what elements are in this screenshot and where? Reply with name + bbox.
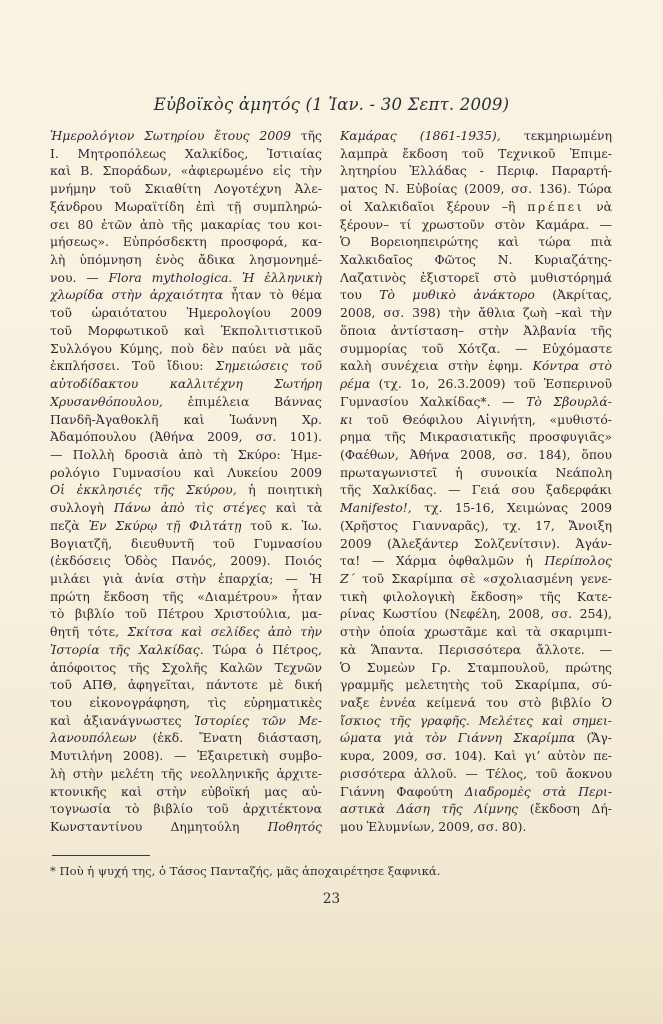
text-line: λανουπόλεων (ἐκδ. Ἔνατη διάσταση,	[50, 730, 322, 746]
text-line: Καμάρας (1861-1935), τεκμηριωμένη	[340, 128, 612, 143]
text-line: ματος Ν. Εὐβοίας (2009, σσ. 136). Τώρα	[340, 181, 612, 197]
text-line: ρολόγιο Γυμνασίου καὶ Λυκείου 2009	[50, 464, 322, 480]
text-line: λητηρίου Ἑλλάδας - Περιφ. Παραρτή-	[340, 163, 612, 179]
text-line: τα! — Χάρμα ὀφθαλμῶν ἡ Περίπολος	[340, 553, 612, 569]
italic-text: Ἡμερολόγιον Σωτηρίου ἔτους 2009	[50, 128, 291, 143]
text-line: Μυτιλήνη 2008). — Ἐξαιρετικὴ συμβο-	[50, 748, 322, 764]
text-line: πρώτη ἔκδοση τῆς «Διαμέτρου» ἦταν	[50, 588, 322, 604]
text-line: συμμορίας τοῦ Χότζα. — Εὐχόμαστε	[340, 340, 612, 356]
emphasized-text: πρέπει	[527, 198, 585, 214]
text-line: μήσεως». Εὐπρόσδεκτη προσφορά, κα-	[50, 234, 322, 250]
right-column	[340, 127, 612, 836]
footnote: * Ποὺ ἡ ψυχή της, ὁ Τάσος Πανταζής, μᾶς ἀποχαιρέτησε ξαφνικά.	[50, 864, 441, 878]
text-line: ρισσότερα ἀλλοῦ. — Τέλος, τοῦ ἄοκνου	[340, 765, 612, 781]
text-line: ἀπόφοιτος τῆς Σχολῆς Καλῶν Τεχνῶν	[50, 659, 322, 675]
text-line: τοῦ Μορφωτικοῦ καὶ Ἐκπολιτιστικοῦ	[50, 322, 322, 338]
italic-text: Τὸ μυθικὸ ἀνάκτορο	[379, 287, 535, 303]
text-line: καλὴ συνέχεια στὴν ἐφημ. Κόντρα στὸ	[340, 358, 612, 374]
italic-text: Ἐν Σκύρῳ τῇ Φιλτάτῃ	[88, 517, 242, 533]
text-line: Πανδῆ-Ἀγαθοκλῆ καὶ Ἰωάννη Χρ.	[50, 411, 322, 427]
text-line: Ἱστορία τῆς Χαλκίδας. Τώρα ὁ Πέτρος,	[50, 641, 322, 657]
italic-text: Οἱ ἐκκλησιές τῆς Σκύρου,	[50, 482, 237, 498]
text-line: τῆς Χαλκίδας. — Γειά σου ξαδερφάκι	[340, 482, 612, 498]
italic-text: ἴσκιος τῆς γραφῆς. Μελέτες καὶ σημει-	[340, 712, 612, 728]
italic-text: Ἱστορίες τῶν Με-	[194, 712, 322, 728]
text-line: μνήμην τοῦ Σκιαθίτη Λογοτέχνη Ἀλε-	[50, 181, 322, 197]
italic-text: Manifesto!	[340, 500, 408, 516]
text-line: γραμμῆς μελετητὴς τοῦ Σκαρίμπα, σύ-	[340, 677, 612, 693]
text-line: — Πολλὴ δροσιὰ ἀπὸ τὴ Σκύρο: Ἡμε-	[50, 446, 322, 462]
text-line: μου Ἐλυμνίων, 2009, σσ. 80).	[340, 819, 527, 835]
text-line: Κωνσταντίνου Δημητούλη Ποθητός	[50, 819, 322, 835]
text-line: Χρυσανθόπουλου, ἐπιμέλεια Βάννας	[50, 393, 322, 409]
text-line: πεζὰ Ἐν Σκύρῳ τῇ Φιλτάτῃ τοῦ κ. Ἰω.	[50, 517, 322, 533]
text-line: νου. — Flora mythologica. Ἡ ἑλληνικὴ	[50, 269, 322, 285]
italic-text: Ἡ ἑλληνικὴ	[232, 269, 322, 285]
text-line: αστικὰ Δάση τῆς Λίμνης (ἔκδοση Δή-	[340, 801, 612, 817]
text-line: ρημα τῆς Μικρασιατικῆς προσφυγιᾶς»	[340, 429, 612, 445]
italic-text: Περίπολος	[544, 553, 612, 569]
text-line: Manifesto!, τχ. 15-16, Χειμώνας 2009	[340, 500, 612, 516]
text-line: τογνωσία τὸ βιβλίο τοῦ ἀρχιτέκτονα	[50, 801, 322, 817]
text-line: χλωρίδα στὴν ἀρχαιότητα ἦταν τὸ θέμα	[50, 287, 322, 303]
italic-text: Χρυσανθόπουλου,	[50, 393, 163, 409]
italic-text: κι	[340, 411, 353, 427]
page-title: Εὐβοϊκὸς ἀμητός (1 Ἰαν. - 30 Σεπτ. 2009)	[153, 95, 510, 114]
italic-text: Τὸ Σβουρλά-	[526, 393, 612, 409]
italic-text: χλωρίδα στὴν ἀρχαιότητα	[50, 287, 224, 303]
text-line: Οἱ ἐκκλησιές τῆς Σκύρου, ἡ ποιητικὴ	[50, 482, 322, 498]
italic-text: Ζ΄	[340, 570, 355, 586]
italic-text: Ὁ	[601, 695, 612, 710]
italic-text: Πάνω ἀπὸ τὶς στέγες	[113, 500, 266, 516]
text-line: οἱ Χαλκιδαῖοι ξέρουν –ἢ πρέπει νὰ	[340, 198, 612, 214]
text-line: (Χρῆστος Γιανναρᾶς), τχ. 17, Ἄνοιξη	[340, 517, 612, 533]
text-line: Λαζατινὸς ἐξιστορεῖ στὸ μυθιστόρημά	[340, 269, 612, 285]
italic-text: Καμάρας (1861-1935),	[340, 128, 501, 143]
italic-text: Flora mythologica.	[108, 269, 233, 285]
text-line: Γυμνασίου Χαλκίδας*. — Τὸ Σβουρλά-	[340, 393, 612, 409]
text-line: λὴ στὴν μελέτη τῆς νεολληνικῆς ἀρχιτε-	[50, 765, 322, 781]
italic-text: ώματα γιὰ τὸν Γιάννη Σκαρίμπα	[340, 730, 576, 746]
italic-text: Σημειώσεις τοῦ	[215, 358, 322, 374]
text-line: Συλλόγου Κύμης, ποὺ δὲν παύει νὰ μᾶς	[50, 340, 322, 356]
italic-text: Κόντρα στὸ	[532, 358, 612, 374]
text-line: κυρα, 2009, σσ. 104). Καὶ γι’ αὐτὸν πε-	[340, 748, 612, 764]
italic-text: Ποθητός	[267, 819, 322, 835]
text-line: λὴ ὑπόμνηση ἑνὸς ἄδικα λησμονημέ-	[50, 252, 322, 268]
text-line: κτονικῆς καὶ στὴν εὐβοϊκή μας αὐ-	[50, 783, 322, 799]
footnote-divider	[52, 855, 150, 856]
text-line: κὰ Ἅπαντα. Περισσότερα ἄλλοτε. —	[340, 641, 612, 657]
text-line: Χαλκιδαῖος Φῶτος Ν. Κυριαζάτης-	[340, 252, 612, 268]
text-line: τοῦ ΑΠΘ, ἀφηγεῖται, πάντοτε μὲ δική	[50, 677, 322, 693]
text-line: πρωταγωνιστεῖ ἡ συνοικία Νεάπολη	[340, 464, 612, 480]
text-line: λαμπρὰ ἔκδοση τοῦ Τεχνικοῦ Ἐπιμε-	[340, 145, 612, 161]
text-line: καὶ ἀξιανάγνωστες Ἱστορίες τῶν Με-	[50, 712, 322, 728]
text-line: Ὁ Συμεὼν Γρ. Σταμπουλοῦ, πρώτης	[340, 659, 612, 675]
text-line: του εἰκονογράφηση, τὶς εὑρηματικὲς	[50, 695, 322, 710]
text-line: θητῆ τότε, Σκίτσα καὶ σελίδες ἀπὸ τὴν	[50, 624, 322, 640]
italic-text: Ἱστορία τῆς Χαλκίδας.	[50, 641, 204, 657]
text-line: Ζ΄ τοῦ Σκαρίμπα σὲ «σχολιασμένη γενε-	[340, 570, 612, 586]
text-line: ρέμα (τχ. 1ο, 26.3.2009) τοῦ Ἑσπερινοῦ	[340, 376, 612, 392]
text-line: του Τὸ μυθικὸ ἀνάκτορο (Ἀκρίτας,	[340, 287, 612, 303]
text-line: κι τοῦ Θεόφιλου Αἰγινήτη, «μυθιστό-	[340, 411, 612, 427]
text-line: ἐκπλήσσει. Τοῦ ἴδιου: Σημειώσεις τοῦ	[50, 358, 322, 374]
text-line: ώματα γιὰ τὸν Γιάννη Σκαρίμπα (Ἄγ-	[340, 730, 612, 746]
text-line: Γιάννη Φαφούτη Διαδρομὲς στὰ Περι-	[340, 783, 612, 799]
text-line: συλλογὴ Πάνω ἀπὸ τὶς στέγες καὶ τὰ	[50, 500, 322, 516]
text-line: καὶ Β. Σποράδων, «ἀφιερωμένο εἰς τὴν	[50, 163, 322, 179]
italic-text: αὐτοδίδακτου καλλιτέχνη Σωτήρη	[50, 376, 322, 392]
text-line: 2008, σσ. 398) τὴν ἄθλια ζωὴ –καὶ τὴν	[340, 305, 612, 321]
text-line: τικὴ φιλολογικὴ ἔκδοση» τῆς Κατε-	[340, 588, 612, 604]
text-line: μιλάει γιὰ ἀνία στὴν ἐπαρχία; — Ἡ	[50, 570, 322, 586]
left-column	[50, 127, 322, 836]
italic-text: Σκίτσα καὶ σελίδες ἀπὸ τὴν	[127, 624, 322, 640]
text-line: 2009 (Ἀλεξάντερ Σολζενίτσιν). Ἀγάν-	[340, 535, 612, 551]
text-line: τὸ βιβλίο τοῦ Πέτρου Χριστούλια, μα-	[50, 606, 322, 622]
text-line	[340, 712, 612, 730]
text-line: ξάνδρου Μωραϊτίδη ἐπὶ τῇ συμπληρώ-	[50, 198, 322, 214]
text-line: στὴν ὁποία χρωστᾶμε καὶ τὰ σκαριμπι-	[340, 624, 612, 640]
italic-text: αστικὰ Δάση τῆς Λίμνης	[340, 801, 519, 817]
text-line: Ὁ Βορειοηπειρώτης καὶ τώρα πιὰ	[340, 234, 612, 250]
italic-text: ρέμα	[340, 376, 371, 392]
text-line: σει 80 ἐτῶν ἀπὸ τῆς μακαρίας του κοι-	[50, 216, 322, 232]
italic-text: λανουπόλεων	[50, 730, 137, 746]
page-number: 23	[322, 891, 341, 907]
two-column-text-block	[50, 127, 612, 836]
text-line: Ἀδαμόπουλου (Ἀθήνα 2009, σσ. 101).	[50, 429, 322, 445]
text-line: Ἡμερολόγιον Σωτηρίου ἔτους 2009 τῆς	[50, 128, 322, 143]
text-line: (ἐκδόσεις Ὁδὸς Πανός, 2009). Ποιός	[50, 553, 322, 569]
text-line	[50, 375, 322, 393]
text-line: (Φαέθων, Ἀθήνα 2008, σσ. 184), ὅπου	[340, 446, 612, 462]
text-line: ὅποια ἀντίσταση– στὴν Ἀλβανία τῆς	[340, 322, 612, 338]
italic-text: Διαδρομὲς στὰ Περι-	[464, 783, 612, 799]
text-line: τοῦ ὡραιότατου Ἡμερολογίου 2009	[50, 305, 322, 321]
text-line: Βογιατζῆ, διευθυντῆ τοῦ Γυμνασίου	[50, 535, 322, 551]
text-line: ξέρουν– τί χρωστοῦν στὸν Καμάρα. —	[340, 216, 612, 232]
text-line: Ι. Μητροπόλεως Χαλκίδος, Ἱστιαίας	[50, 145, 322, 161]
text-line: ρίνας Κωστίου (Νεφέλη, 2008, σσ. 254),	[340, 606, 612, 622]
text-line: ναξε ἐννέα κείμενά του στὸ βιβλίο Ὁ	[340, 695, 612, 710]
